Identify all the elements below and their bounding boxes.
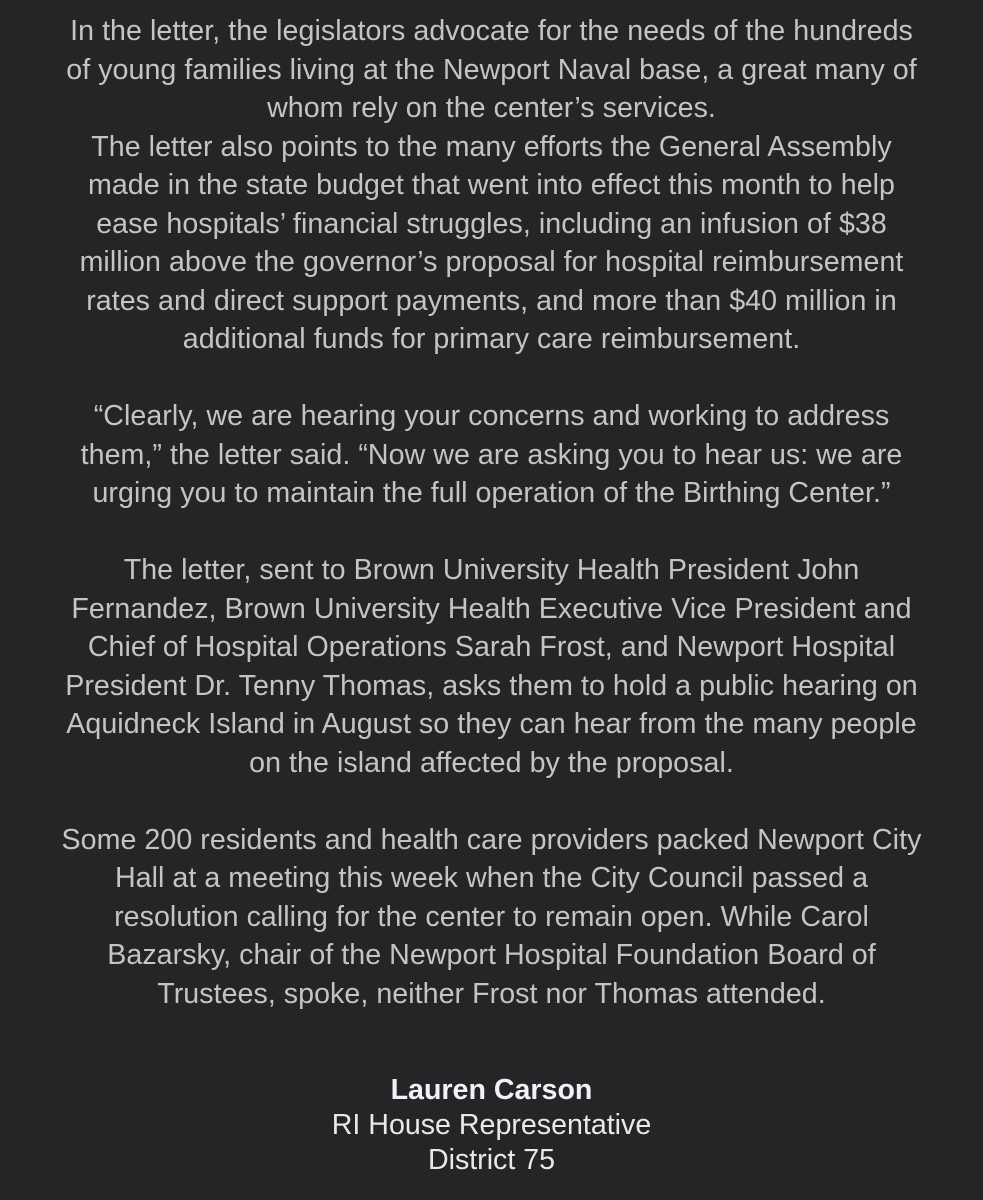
text-line: whom rely on the center’s services.: [267, 92, 716, 124]
text-line: rates and direct support payments, and more than $40 million in: [86, 284, 897, 317]
text-line: President Dr. Tenny Thomas, asks them to hold a public hearing on: [65, 669, 918, 702]
text-line: Some 200 residents and health care providers packed Newport City: [61, 823, 922, 856]
text-line: resolution calling for the center to remain open. While Carol: [114, 900, 869, 933]
text-line: million above the governor’s proposal for hospital reimbursement: [79, 246, 904, 278]
text-line: The letter, sent to Brown University Health President John: [123, 554, 860, 586]
text-line: ease hospitals’ financial struggles, including an infusion of $38: [96, 207, 887, 240]
text-line: Aquidneck Island in August so they can hear from the many people: [66, 708, 917, 740]
paragraph-city-hall: [0, 821, 983, 1014]
signer-district: District 75: [427, 1144, 556, 1176]
signer-title: RI House Representative: [331, 1109, 652, 1141]
signer-name: Lauren Carson: [390, 1074, 593, 1106]
paragraph-recipients: [0, 551, 983, 782]
paragraph-spacer: [0, 359, 983, 398]
paragraph-quote: [0, 397, 983, 513]
paragraph-spacer: [0, 782, 983, 821]
article-body: [0, 12, 983, 1013]
signature-block: [0, 1073, 983, 1178]
text-line: “Clearly, we are hearing your concerns and working to address: [93, 400, 890, 432]
text-line: Bazarsky, chair of the Newport Hospital Foundation Board of: [107, 939, 876, 971]
text-line: Fernandez, Brown University Health Executive Vice President and: [71, 592, 912, 625]
text-line: additional funds for primary care reimbursement.: [182, 323, 801, 355]
text-line: made in the state budget that went into effect this month to help: [87, 169, 896, 201]
text-line: The letter also points to the many efforts the General Assembly: [91, 130, 892, 163]
paragraph-spacer: [0, 513, 983, 552]
text-line: of young families living at the Newport Naval base, a great many of: [66, 53, 917, 86]
text-line: on the island affected by the proposal.: [249, 746, 734, 779]
text-line: Chief of Hospital Operations Sarah Frost, and Newport Hospital: [87, 631, 896, 663]
text-line: Hall at a meeting this week when the City Council passed a: [114, 862, 869, 894]
text-line: urging you to maintain the full operation of the Birthing Center.”: [92, 477, 891, 509]
text-line: In the letter, the legislators advocate for the needs of the hundreds: [70, 15, 913, 47]
paragraph-families-budget: [0, 12, 983, 359]
text-line: them,” the letter said. “Now we are asking you to hear us: we are: [80, 438, 903, 471]
text-line: Trustees, spoke, neither Frost nor Thomas attended.: [157, 977, 826, 1010]
